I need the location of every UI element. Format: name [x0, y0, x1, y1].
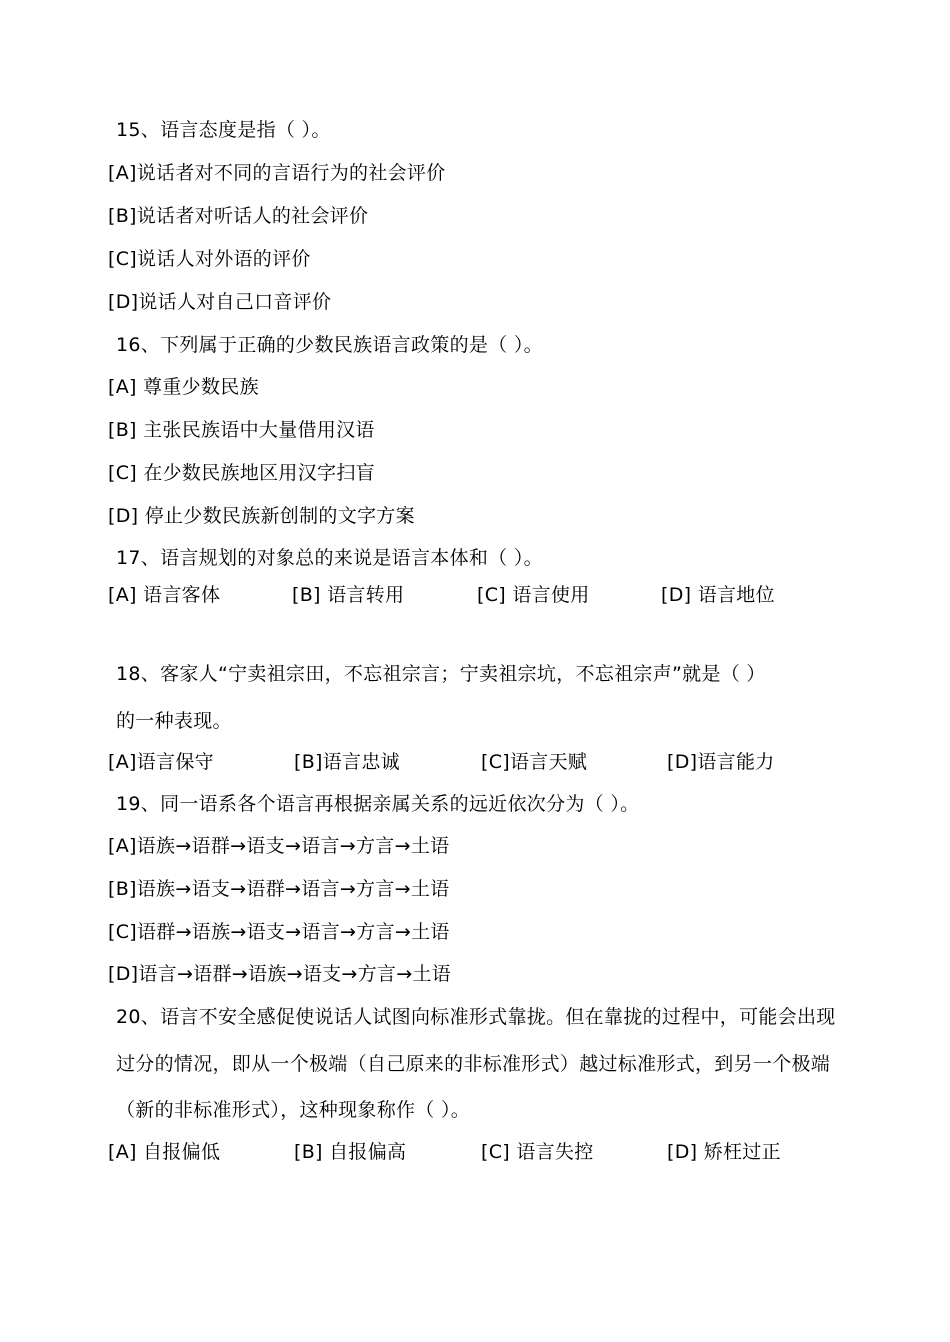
question-15-option-b[interactable]: [B]说话者对听话人的社会评价 — [108, 205, 369, 227]
question-19-option-c[interactable]: [C]语群→语族→语支→语言→方言→土语 — [108, 921, 450, 943]
question-20-stem-line-1: 20、语言不安全感促使说话人试图向标准形式靠拢。但在靠拢的过程中，可能会出现 — [116, 1006, 836, 1028]
question-18-option-a[interactable]: [A]语言保守 — [108, 751, 214, 773]
question-15-option-c[interactable]: [C]说话人对外语的评价 — [108, 248, 311, 270]
question-20-stem-line-2: 过分的情况，即从一个极端（自己原来的非标准形式）越过标准形式，到另一个极端 — [116, 1053, 831, 1075]
question-15-option-a[interactable]: [A]说话者对不同的言语行为的社会评价 — [108, 162, 446, 184]
question-16-option-d[interactable]: [D] 停止少数民族新创制的文字方案 — [108, 505, 415, 527]
question-20-option-b[interactable]: [B] 自报偏高 — [294, 1141, 407, 1163]
question-18-option-c[interactable]: [C]语言天赋 — [481, 751, 588, 773]
question-16-stem: 16、下列属于正确的少数民族语言政策的是（ ）。 — [116, 334, 543, 356]
question-15-stem: 15、语言态度是指（ ）。 — [116, 119, 331, 141]
question-18-option-d[interactable]: [D]语言能力 — [667, 751, 775, 773]
question-18-stem-line-2: 的一种表现。 — [116, 710, 232, 732]
question-20-option-d[interactable]: [D] 矫枉过正 — [667, 1141, 781, 1163]
question-16-option-b[interactable]: [B] 主张民族语中大量借用汉语 — [108, 419, 375, 441]
question-15-option-d[interactable]: [D]说话人对自己口音评价 — [108, 291, 332, 313]
question-20-option-c[interactable]: [C] 语言失控 — [481, 1141, 594, 1163]
question-16-option-c[interactable]: [C] 在少数民族地区用汉字扫盲 — [108, 462, 375, 484]
question-19-option-d[interactable]: [D]语言→语群→语族→语支→方言→土语 — [108, 963, 452, 985]
question-18-stem-line-1: 18、客家人“宁卖祖宗田，不忘祖宗言；宁卖祖宗坑，不忘祖宗声”就是（ ） — [116, 663, 766, 685]
question-17-option-a[interactable]: [A] 语言客体 — [108, 584, 221, 606]
question-20-stem-line-3: （新的非标准形式），这种现象称作（ ）。 — [116, 1099, 471, 1121]
question-19-option-a[interactable]: [A]语族→语群→语支→语言→方言→土语 — [108, 835, 450, 857]
question-17-option-b[interactable]: [B] 语言转用 — [292, 584, 405, 606]
question-16-option-a[interactable]: [A] 尊重少数民族 — [108, 376, 259, 398]
question-20-option-a[interactable]: [A] 自报偏低 — [108, 1141, 221, 1163]
question-17-stem: 17、语言规划的对象总的来说是语言本体和（ ）。 — [116, 547, 543, 569]
question-19-option-b[interactable]: [B]语族→语支→语群→语言→方言→土语 — [108, 878, 450, 900]
question-17-option-c[interactable]: [C] 语言使用 — [477, 584, 590, 606]
question-19-stem: 19、同一语系各个语言再根据亲属关系的远近依次分为（ ）。 — [116, 793, 640, 815]
question-18-option-b[interactable]: [B]语言忠诚 — [294, 751, 400, 773]
question-17-option-d[interactable]: [D] 语言地位 — [661, 584, 775, 606]
